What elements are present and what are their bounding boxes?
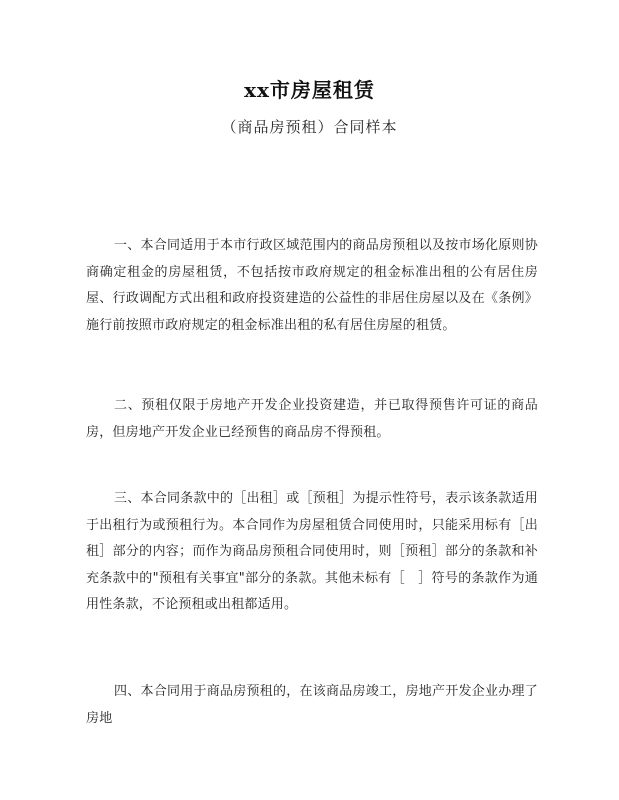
paragraph-4: 四、本合同用于商品房预租的，在该商品房竣工，房地产开发企业办理了房地 bbox=[86, 684, 538, 726]
document-subtitle: （商品房预租）合同样本 bbox=[221, 118, 398, 136]
paragraph-1: 一、本合同适用于本市行政区域范围内的商品房预租以及按市场化原则协商确定租金的房屋租赁，不包括按市政府规定的租金标准出租的公有居住房屋、行政调配方式出租和政府投资建造的公益性的非居住房屋以及在《条例》施行前按照市政府规定的租金标准出租的私有居住房屋的租赁。 bbox=[86, 238, 538, 333]
document-title: xx市房屋租赁 bbox=[244, 78, 375, 102]
paragraph-3: 三、本合同条款中的［出租］或［预租］为提示性符号，表示该条款适用于出租行为或预租行为。本合同作为房屋租赁合同使用时，只能采用标有［出租］部分的内容；而作为商品房预租合同使用时，则［预租］部分的条款和补充条款中的"预租有关事宜"部分的条款。其他未标有［ ］符号的条款作为通用性条款，不论预租或出租都适用。 bbox=[86, 491, 538, 612]
paragraph-2: 二、预租仅限于房地产开发企业投资建造，并已取得预售许可证的商品房，但房地产开发企业已经预售的商品房不得预租。 bbox=[86, 398, 538, 440]
